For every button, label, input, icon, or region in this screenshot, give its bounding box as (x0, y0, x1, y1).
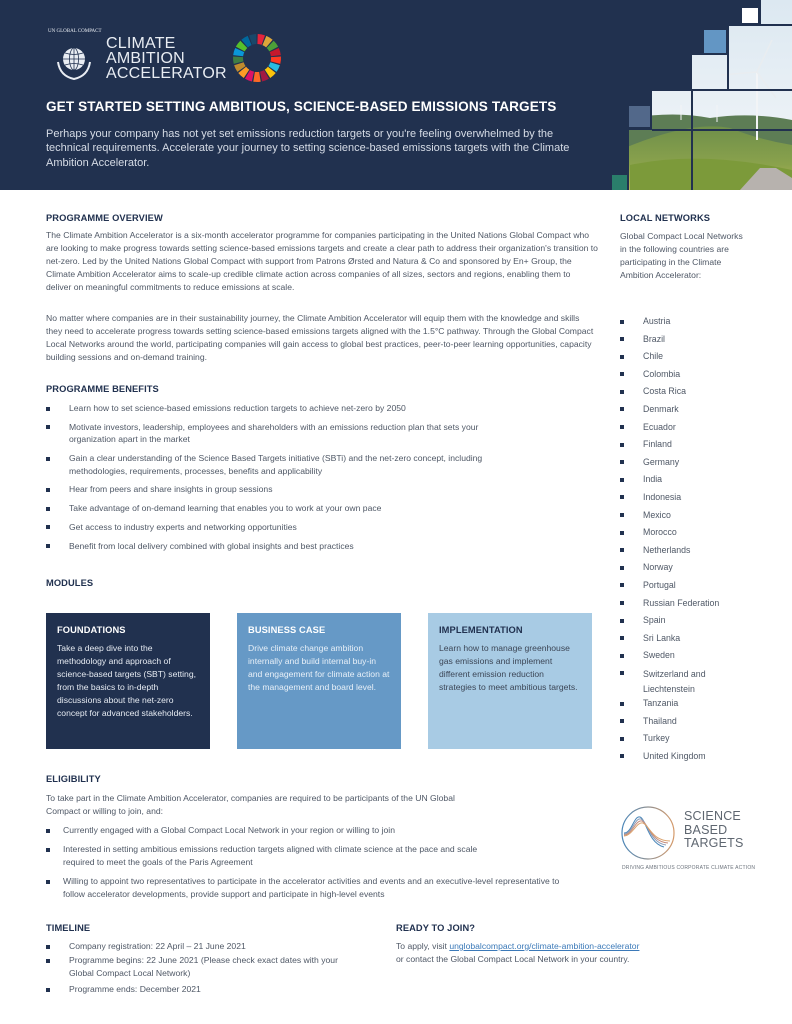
country-item (620, 667, 770, 697)
bullet-icon (620, 671, 624, 675)
country-item (620, 561, 770, 579)
country-item (620, 597, 770, 615)
country-name: Chile (643, 351, 664, 362)
bullet-icon (620, 702, 624, 706)
sbt-emblem-icon (620, 803, 680, 863)
country-item (620, 632, 770, 650)
benefit-text: Benefit from local delivery combined with global insights and best practices (69, 540, 354, 551)
module-card-implementation (428, 613, 592, 749)
country-list (620, 315, 770, 767)
module-title: IMPLEMENTATION (439, 625, 523, 635)
bullet-icon (46, 425, 50, 429)
benefit-text: Hear from peers and share insights in group sessions (69, 484, 273, 495)
country-item (620, 385, 770, 403)
sbt-line-1: SCIENCE (684, 809, 741, 823)
bullet-icon (620, 425, 624, 429)
eligibility-item (46, 843, 578, 868)
bullet-icon (620, 548, 624, 552)
country-item (620, 473, 770, 491)
bullet-icon (46, 880, 50, 884)
country-item (620, 544, 770, 562)
un-global-compact-logo-icon (48, 29, 102, 84)
module-title: BUSINESS CASE (248, 625, 326, 635)
country-name: Thailand (643, 715, 677, 726)
bullet-icon (620, 754, 624, 758)
timeline-text: Programme ends: December 2021 (69, 984, 201, 994)
timeline-text: Company registration: 22 April – 21 June 2021 (69, 941, 246, 951)
bullet-icon (46, 848, 50, 852)
country-item (620, 649, 770, 667)
logo-line-3: ACCELERATOR (106, 64, 227, 82)
country-item (620, 491, 770, 509)
benefit-item (46, 540, 506, 553)
bullet-icon (46, 407, 50, 411)
country-item (620, 368, 770, 386)
bullet-icon (46, 988, 50, 992)
country-name: Netherlands (643, 544, 691, 555)
bullet-icon (620, 407, 624, 411)
timeline-item (46, 954, 346, 979)
local-networks-intro: Global Compact Local Networks in the following countries are participating in the Climate Ambition Accelerator: (620, 231, 743, 280)
bullet-icon (620, 460, 624, 464)
benefit-text: Motivate investors, leadership, employees and shareholders with an emissions reduction plan that sets your organization apart in the market (69, 421, 479, 445)
country-name: Morocco (643, 527, 677, 538)
country-name: Sweden (643, 650, 675, 661)
science-based-targets-logo (620, 800, 780, 880)
bullet-icon (620, 531, 624, 535)
country-item (620, 579, 770, 597)
sdg-wheel-segment (233, 57, 243, 64)
logo-line-1: CLIMATE (106, 34, 176, 52)
eligibility-list (46, 824, 578, 907)
bullet-icon (46, 829, 50, 833)
country-name: Norway (643, 562, 673, 573)
country-item (620, 614, 770, 632)
sdg-wheel-segment (253, 72, 260, 82)
bullet-icon (46, 544, 50, 548)
bullet-icon (620, 337, 624, 341)
bullet-icon (620, 619, 624, 623)
country-item (620, 333, 770, 351)
bullet-icon (46, 457, 50, 461)
benefit-text: Gain a clear understanding of the Science Based Targets initiative (SBTi) and the net-zero concept, including methodologies, requirements, processes, benefits and applicability (69, 453, 483, 476)
bullet-icon (46, 488, 50, 492)
logo-line-2: AMBITION (106, 49, 185, 67)
timeline-item (46, 983, 346, 996)
benefit-text: Get access to industry experts and networking opportunities (69, 521, 297, 532)
bullet-icon (620, 583, 624, 587)
module-card-foundations (46, 613, 210, 749)
apply-link[interactable]: unglobalcompact.org/climate-ambition-accelerator (449, 941, 640, 951)
bullet-icon (620, 443, 624, 447)
eligibility-item (46, 824, 578, 837)
bullet-icon (620, 601, 624, 605)
bullet-icon (46, 507, 50, 511)
timeline-text: Programme begins: 22 June 2021 (Please check exact dates with your Global Compact Local Network) (69, 955, 338, 978)
country-name: United Kingdom (643, 750, 706, 761)
bullet-icon (620, 320, 624, 324)
bullet-icon (620, 478, 624, 482)
bullet-icon (620, 719, 624, 723)
sdg-wheel-icon (231, 32, 283, 84)
benefit-item (46, 521, 506, 534)
module-description: Take a deep dive into the methodology and approach of science-based targets (SBT) setting, from the basics to in-depth discussions about the net-zero concept for advanced stakeholders. (57, 643, 196, 718)
modules-heading: MODULES (46, 578, 94, 588)
country-item (620, 732, 770, 750)
country-name: Spain (643, 615, 666, 626)
country-name: Finland (643, 439, 672, 450)
benefit-item (46, 483, 506, 496)
country-name: Portugal (643, 579, 676, 590)
country-item (620, 350, 770, 368)
module-description: Drive climate change ambition internally and build internal buy-in and engagement for climate action at the management and board level. (248, 643, 390, 692)
timeline-list (46, 940, 346, 997)
module-title: FOUNDATIONS (57, 625, 126, 635)
benefit-item (46, 421, 506, 446)
logo-lockup (48, 30, 283, 86)
bullet-icon (620, 654, 624, 658)
bullet-icon (620, 355, 624, 359)
join-suffix: or contact the Global Compact Local Network in your country. (396, 953, 630, 964)
country-name: Tanzania (643, 698, 679, 709)
country-item (620, 509, 770, 527)
country-item (620, 750, 770, 768)
country-item (620, 438, 770, 456)
benefit-item (46, 452, 506, 477)
join-prefix: To apply, visit (396, 941, 450, 951)
sbt-line-2: BASED (684, 822, 728, 837)
timeline-item (46, 940, 346, 953)
country-item (620, 456, 770, 474)
country-item (620, 403, 770, 421)
header-banner (0, 0, 792, 190)
benefits-list (46, 402, 506, 559)
page-intro: Perhaps your company has not yet set emissions reduction targets or you're feeling overwhelmed by the technical requirements. Accelerate your journey to setting science-based emissions targets with the Climate Ambition Accelerator. (46, 128, 570, 169)
sbt-wordmark (684, 810, 744, 851)
overview-paragraph-1: The Climate Ambition Accelerator is a six-month accelerator programme for companies participating in the United Nations Global Compact who are looking to make progress towards setting science-based emissions targets and create a clear path to address their organization's transition to net-zero. Led by the United Nations Global Compact with support from Patrons Ørsted and Natura & Co and sponsored by En+ Group, the Climate Ambition Accelerator aims to scale-up credible climate action across companies of all sizes, sectors and regions, enabling them to deliver on meaningful commitments to reduce emissions at scale. (46, 230, 598, 292)
benefit-text: Learn how to set science-based emissions reduction targets to achieve net-zero by 2050 (69, 403, 406, 413)
bullet-icon (620, 636, 624, 640)
country-name: Denmark (643, 403, 679, 414)
country-item (620, 526, 770, 544)
country-name: India (643, 474, 663, 485)
country-name: Colombia (643, 368, 681, 379)
country-item (620, 421, 770, 439)
bullet-icon (620, 566, 624, 570)
country-item (620, 697, 770, 715)
bullet-icon (620, 513, 624, 517)
country-name: Sri Lanka (643, 632, 681, 643)
country-item (620, 315, 770, 333)
bullet-icon (620, 390, 624, 394)
logo-wordmark (106, 36, 227, 81)
benefit-item (46, 402, 506, 415)
eligibility-text: Currently engaged with a Global Compact Local Network in your region or willing to join (63, 825, 395, 835)
eligibility-heading: ELIGIBILITY (46, 774, 101, 784)
sbt-line-3: TARGETS (684, 836, 744, 850)
benefits-heading: PROGRAMME BENEFITS (46, 384, 159, 394)
join-heading: READY TO JOIN? (396, 923, 476, 933)
overview-paragraph-2: No matter where companies are in their sustainability journey, the Climate Ambition Accelerator will equip them with the knowledge and skills they need to accelerate progress towards setting science-based emissions targets aligned with the 1.5°C pathway. Through the Global Compact Local Networks around the world, participating companies will gain access to global best practices, peer-to-peer learning opportunities, capacity building sessions and on-demand training. (46, 313, 594, 362)
eligibility-text: Interested in setting ambitious emissions reduction targets aligned with climate science at the pace and scale required to meet the goals of the Paris Agreement (63, 844, 478, 867)
eligibility-intro: To take part in the Climate Ambition Accelerator, companies are required to be participants of the UN Global Compact or willing to join, and: (46, 793, 455, 816)
country-name: Costa Rica (643, 386, 687, 397)
country-name: Turkey (643, 733, 670, 744)
bullet-icon (46, 959, 50, 963)
bullet-icon (620, 737, 624, 741)
join-text (396, 940, 726, 965)
bullet-icon (46, 525, 50, 529)
page-title: GET STARTED SETTING AMBITIOUS, SCIENCE-BASED EMISSIONS TARGETS (46, 99, 557, 114)
benefit-item (46, 502, 506, 515)
eligibility-item (46, 875, 578, 900)
bullet-icon (46, 945, 50, 949)
module-description: Learn how to manage greenhouse gas emissions and implement different emission reduction strategies to meet ambitious targets. (439, 643, 578, 692)
sbt-tagline: DRIVING AMBITIOUS CORPORATE CLIMATE ACTION (622, 865, 756, 871)
overview-heading: PROGRAMME OVERVIEW (46, 213, 163, 223)
module-card-business-case (237, 613, 401, 749)
country-name: Indonesia (643, 491, 682, 502)
benefit-text: Take advantage of on-demand learning that enables you to work at your own pace (69, 503, 382, 514)
country-name: Austria (643, 316, 671, 326)
eligibility-text: Willing to appoint two representatives to participate in the accelerator activities and events and an executive-level representative to follow accelerator developments, provide support and participate in high-level events (63, 876, 560, 899)
country-item (620, 715, 770, 733)
ungc-logo-lettering: UN GLOBAL COMPACT (48, 29, 102, 34)
country-name: Russian Federation (643, 597, 720, 608)
timeline-heading: TIMELINE (46, 923, 91, 933)
bullet-icon (620, 495, 624, 499)
country-name: Switzerland and Liechtenstein (643, 668, 706, 695)
country-name: Ecuador (643, 421, 676, 432)
local-networks-heading: LOCAL NETWORKS (620, 213, 711, 223)
wind-turbine-photo-mosaic (580, 0, 792, 190)
sdg-wheel-segment (270, 57, 280, 64)
country-name: Brazil (643, 333, 665, 344)
country-name: Mexico (643, 509, 671, 520)
bullet-icon (620, 372, 624, 376)
country-name: Germany (643, 456, 680, 467)
